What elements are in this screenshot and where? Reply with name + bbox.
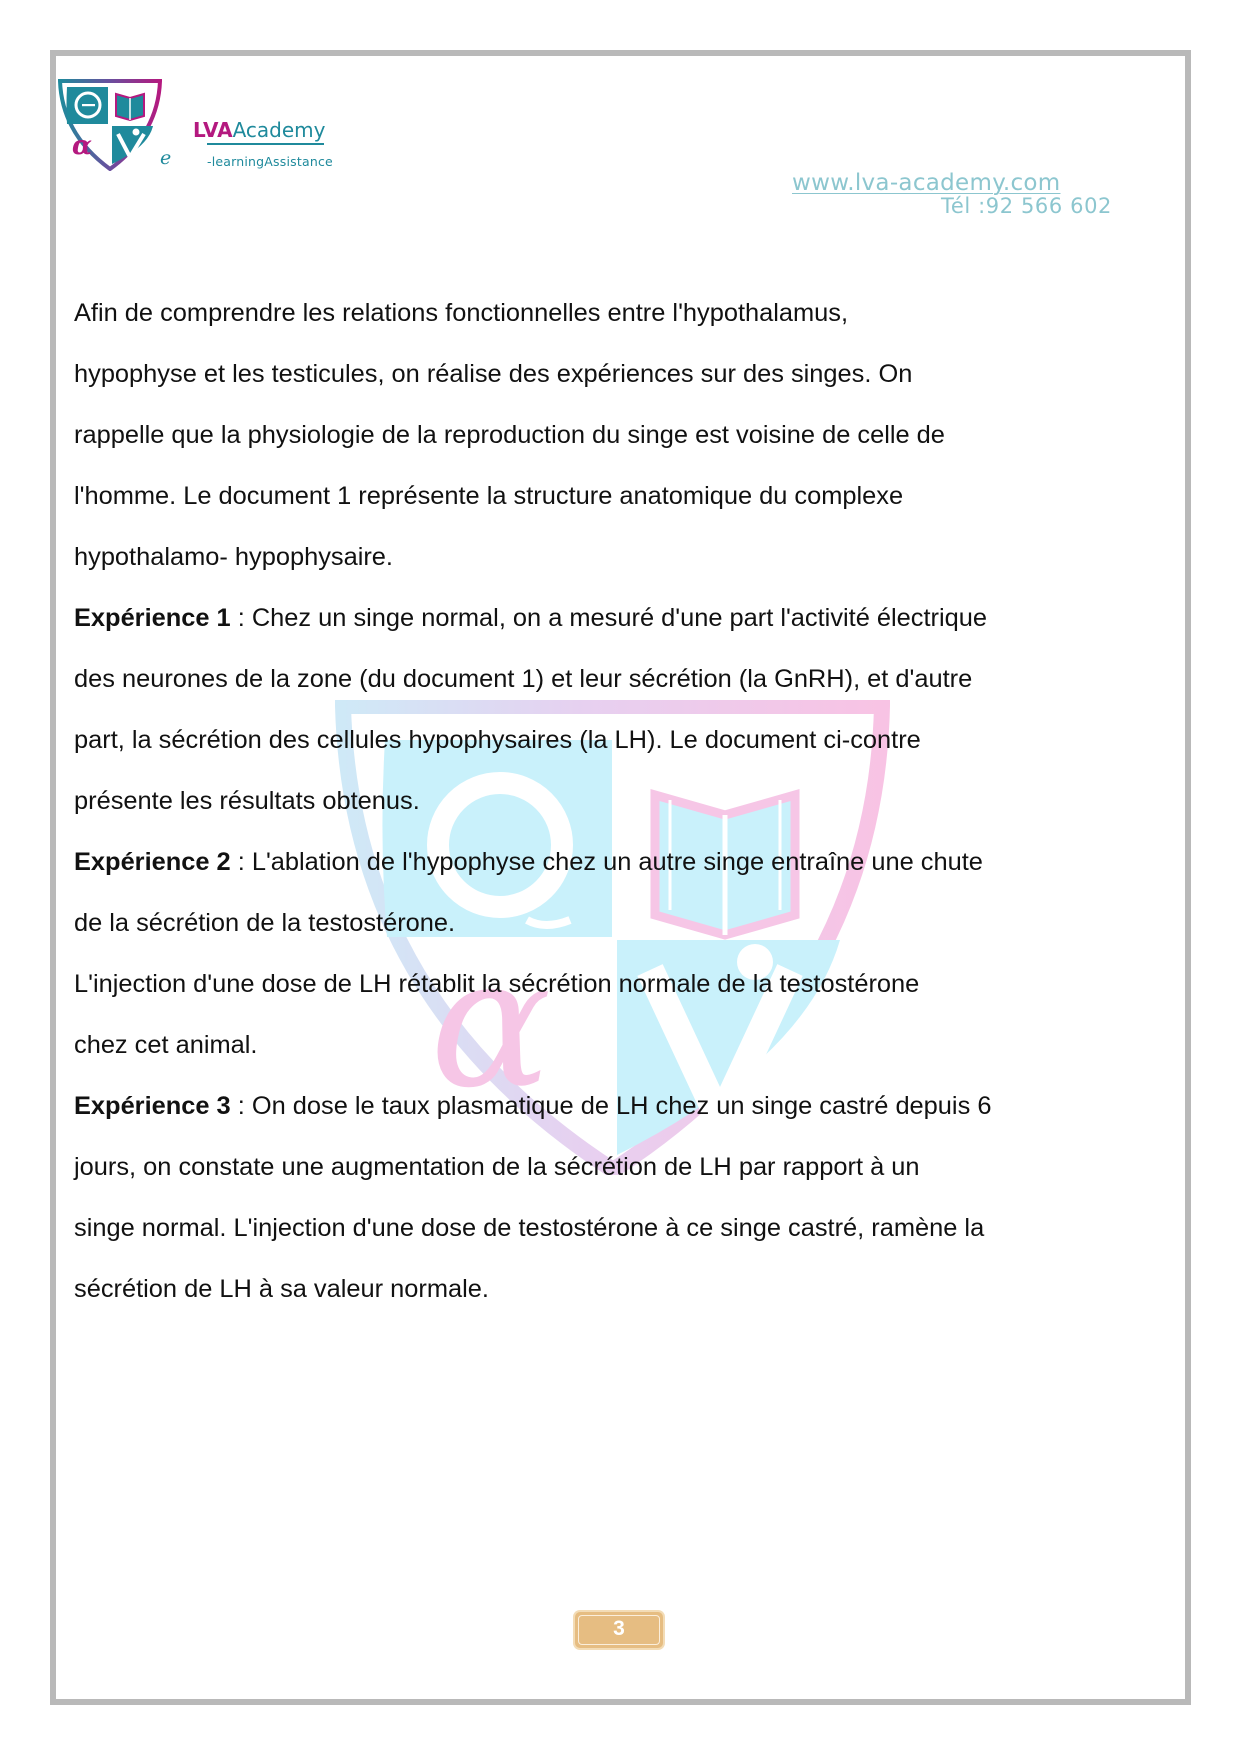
brand-underline <box>207 143 324 145</box>
brand-suffix: Academy <box>232 118 326 142</box>
experience-3-heading-line <box>74 1076 1189 1137</box>
line-text: part, la sécrétion des cellules hypophysaires (la LH). Le document ci-contre <box>74 726 921 754</box>
line-text: hypophyse et les testicules, on réalise des expériences sur des singes. On <box>74 360 913 388</box>
line-text: singe normal. L'injection d'une dose de testostérone à ce singe castré, ramène la <box>74 1214 985 1242</box>
line-text: des neurones de la zone (du document 1) et leur sécrétion (la GnRH), et d'autre <box>74 665 973 693</box>
website-link[interactable]: www.lva-academy.com <box>792 170 1061 196</box>
experience-label: Expérience 1 <box>74 604 231 632</box>
text-line <box>74 710 1189 771</box>
text-line <box>74 1198 1189 1259</box>
line-text: Afin de comprendre les relations fonctionnelles entre l'hypothalamus, <box>74 299 849 327</box>
experience-label: Expérience 2 <box>74 848 231 876</box>
line-text: l'homme. Le document 1 représente la structure anatomique du complexe <box>74 482 904 510</box>
experience-label: Expérience 3 <box>74 1092 231 1120</box>
text-line <box>74 527 1189 588</box>
text-line <box>74 283 1189 344</box>
text-line <box>74 1015 1189 1076</box>
text-line <box>74 893 1189 954</box>
line-text: L'injection d'une dose de LH rétablit la sécrétion normale de la testostérone <box>74 970 920 998</box>
text-line <box>74 466 1189 527</box>
text-line <box>74 771 1189 832</box>
experience-1-heading-line <box>74 588 1189 649</box>
line-text: : Chez un singe normal, on a mesuré d'une part l'activité électrique <box>230 604 987 632</box>
brand-name <box>193 118 326 142</box>
text-line <box>74 954 1189 1015</box>
line-text: jours, on constate une augmentation de la sécrétion de LH par rapport à un <box>74 1153 920 1181</box>
text-line <box>74 649 1189 710</box>
line-text: sécrétion de LH à sa valeur normale. <box>74 1275 489 1303</box>
phone-number: Tél :92 566 602 <box>941 194 1113 218</box>
body-text <box>74 283 1189 1320</box>
brand-tagline: -learningAssistance <box>207 154 333 169</box>
svg-text:α: α <box>430 919 552 1128</box>
brand-prefix: LVA <box>193 118 233 142</box>
line-text: : L'ablation de l'hypophyse chez un autre singe entraîne une chute <box>230 848 983 876</box>
text-line <box>74 1259 1189 1320</box>
line-text: : On dose le taux plasmatique de LH chez un singe castré depuis 6 <box>230 1092 992 1120</box>
logo-shield-icon <box>58 79 162 171</box>
page-number: 3 <box>613 1617 625 1640</box>
experience-2-heading-line <box>74 832 1189 893</box>
text-line <box>74 1137 1189 1198</box>
text-line <box>74 344 1189 405</box>
line-text: hypothalamo- hypophysaire. <box>74 543 393 571</box>
line-text: présente les résultats obtenus. <box>74 787 420 815</box>
logo-e-letter: e <box>160 147 172 169</box>
text-line <box>74 405 1189 466</box>
line-text: rappelle que la physiologie de la reproduction du singe est voisine de celle de <box>74 421 945 449</box>
svg-text:α: α <box>72 131 93 161</box>
page-number-badge <box>575 1612 663 1648</box>
line-text: chez cet animal. <box>74 1031 258 1059</box>
line-text: de la sécrétion de la testostérone. <box>74 909 456 937</box>
